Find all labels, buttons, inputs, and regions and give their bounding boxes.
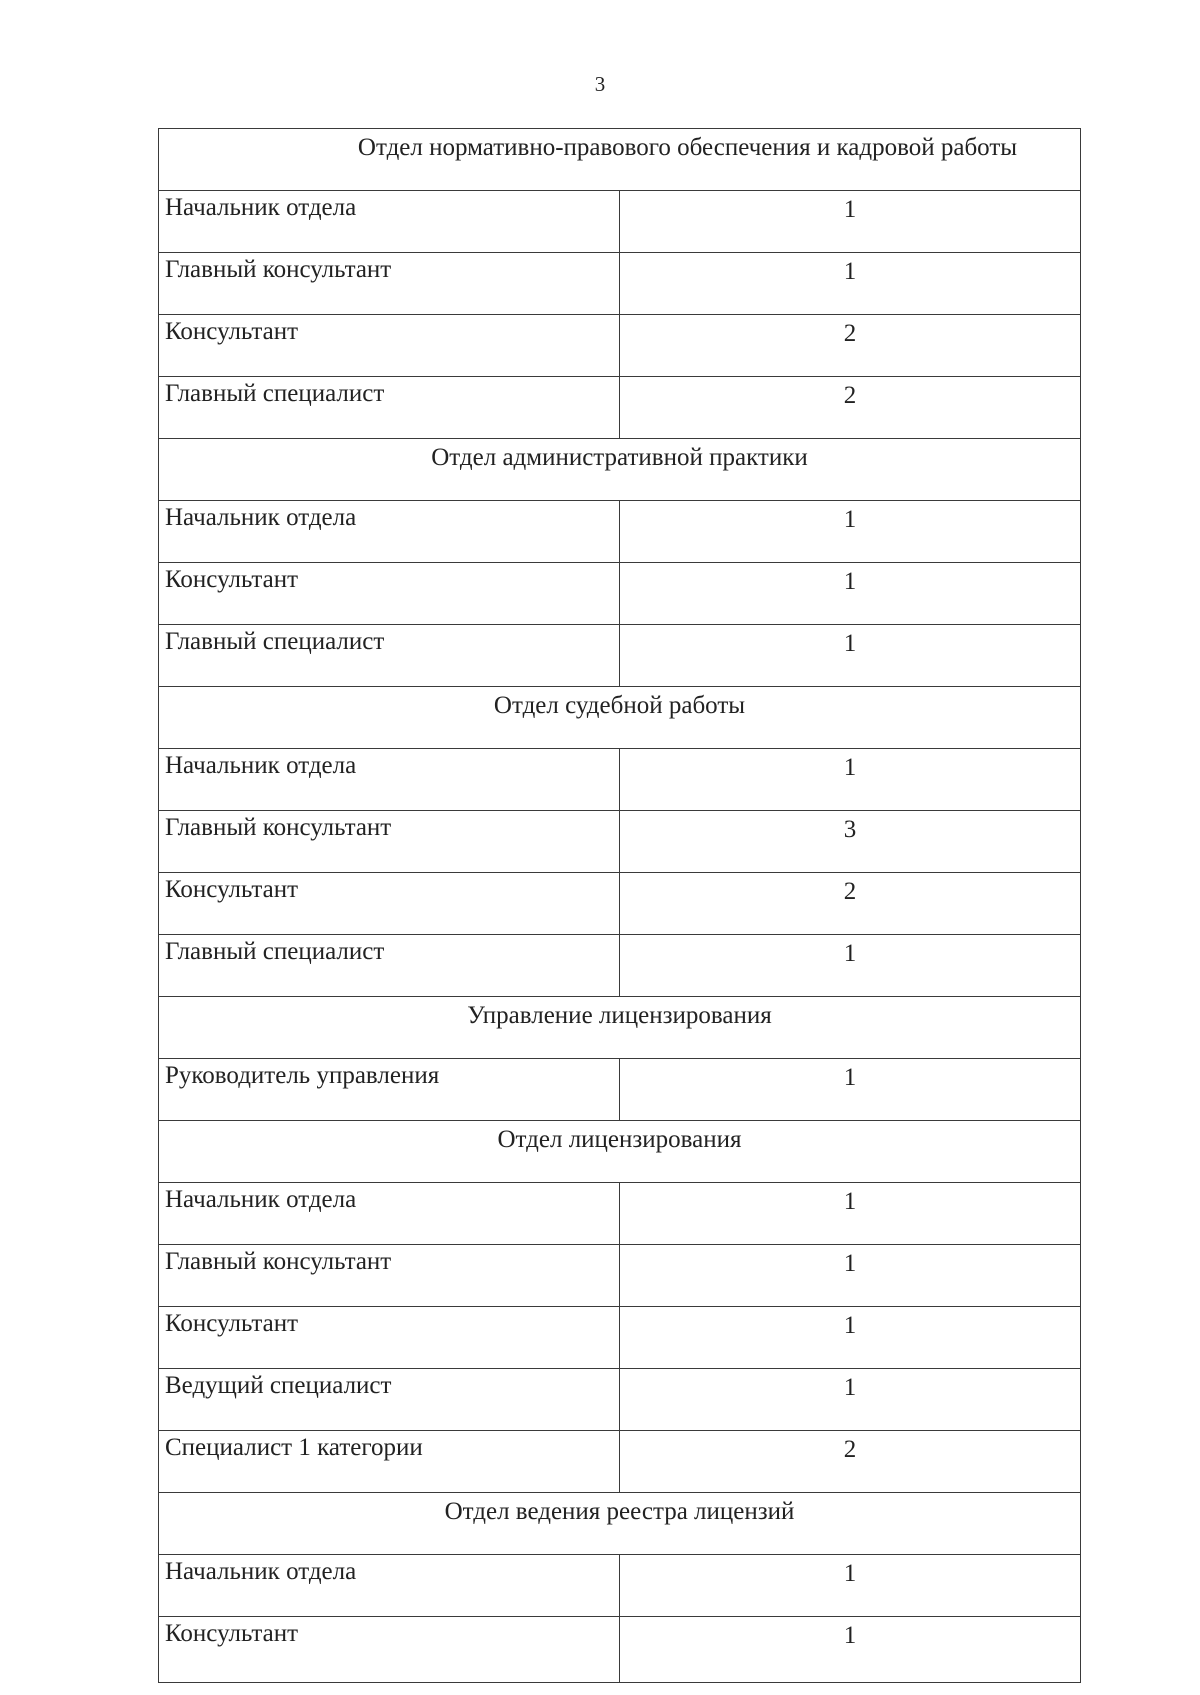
table-row: [159, 253, 1081, 315]
table-row: [159, 315, 1081, 377]
position-cell: Главный консультант: [159, 1245, 620, 1307]
section-header-row: [159, 997, 1081, 1059]
position-cell: Начальник отдела: [159, 1555, 620, 1617]
section-header-row: [159, 1493, 1081, 1555]
position-cell: Главный специалист: [159, 377, 620, 439]
table-row: [159, 1245, 1081, 1307]
table-row: [159, 563, 1081, 625]
count-cell: 2: [620, 1431, 1081, 1493]
staff-table: [158, 128, 1081, 1683]
staff-table-body: [159, 129, 1081, 1683]
count-cell: 1: [620, 191, 1081, 253]
count-cell: 1: [620, 563, 1081, 625]
position-cell: Начальник отдела: [159, 191, 620, 253]
count-cell: 1: [620, 1369, 1081, 1431]
count-cell: 1: [620, 935, 1081, 997]
position-cell: Ведущий специалист: [159, 1369, 620, 1431]
position-cell: Консультант: [159, 1307, 620, 1369]
position-cell: Начальник отдела: [159, 1183, 620, 1245]
table-row: [159, 1555, 1081, 1617]
table-row: [159, 191, 1081, 253]
page-number: 3: [594, 72, 606, 96]
position-cell: Начальник отдела: [159, 501, 620, 563]
position-cell: Консультант: [159, 563, 620, 625]
position-cell: Главный консультант: [159, 253, 620, 315]
position-cell: Главный консультант: [159, 811, 620, 873]
section-title: Отдел лицензирования: [159, 1121, 1081, 1183]
count-cell: 1: [620, 1617, 1081, 1683]
count-cell: 1: [620, 749, 1081, 811]
section-title: Управление лицензирования: [159, 997, 1081, 1059]
section-title: Отдел судебной работы: [159, 687, 1081, 749]
position-cell: Специалист 1 категории: [159, 1431, 620, 1493]
count-cell: 1: [620, 1245, 1081, 1307]
table-row: [159, 1307, 1081, 1369]
count-cell: 1: [620, 625, 1081, 687]
section-title: Отдел административной практики: [159, 439, 1081, 501]
section-title: Отдел ведения реестра лицензий: [159, 1493, 1081, 1555]
position-cell: Консультант: [159, 315, 620, 377]
position-cell: Главный специалист: [159, 625, 620, 687]
position-cell: Консультант: [159, 1617, 620, 1683]
count-cell: 1: [620, 1307, 1081, 1369]
position-cell: Руководитель управления: [159, 1059, 620, 1121]
table-row: [159, 935, 1081, 997]
table-row: [159, 1431, 1081, 1493]
count-cell: 3: [620, 811, 1081, 873]
count-cell: 1: [620, 1059, 1081, 1121]
position-cell: Консультант: [159, 873, 620, 935]
section-header-row: [159, 129, 1081, 191]
count-cell: 1: [620, 1183, 1081, 1245]
section-header-row: [159, 687, 1081, 749]
table-row: [159, 1183, 1081, 1245]
count-cell: 2: [620, 377, 1081, 439]
table-row: [159, 811, 1081, 873]
count-cell: 2: [620, 873, 1081, 935]
table-row: [159, 1369, 1081, 1431]
count-cell: 1: [620, 501, 1081, 563]
section-header-row: [159, 1121, 1081, 1183]
count-cell: 1: [620, 1555, 1081, 1617]
table-row: [159, 1617, 1081, 1683]
table-row: [159, 873, 1081, 935]
table-row: [159, 749, 1081, 811]
table-row: [159, 377, 1081, 439]
position-cell: Главный специалист: [159, 935, 620, 997]
table-row: [159, 1059, 1081, 1121]
table-row: [159, 625, 1081, 687]
count-cell: 2: [620, 315, 1081, 377]
section-header-row: [159, 439, 1081, 501]
count-cell: 1: [620, 253, 1081, 315]
section-title: Отдел нормативно-правового обеспечения и кадровой работы: [159, 129, 1081, 191]
table-row: [159, 501, 1081, 563]
position-cell: Начальник отдела: [159, 749, 620, 811]
